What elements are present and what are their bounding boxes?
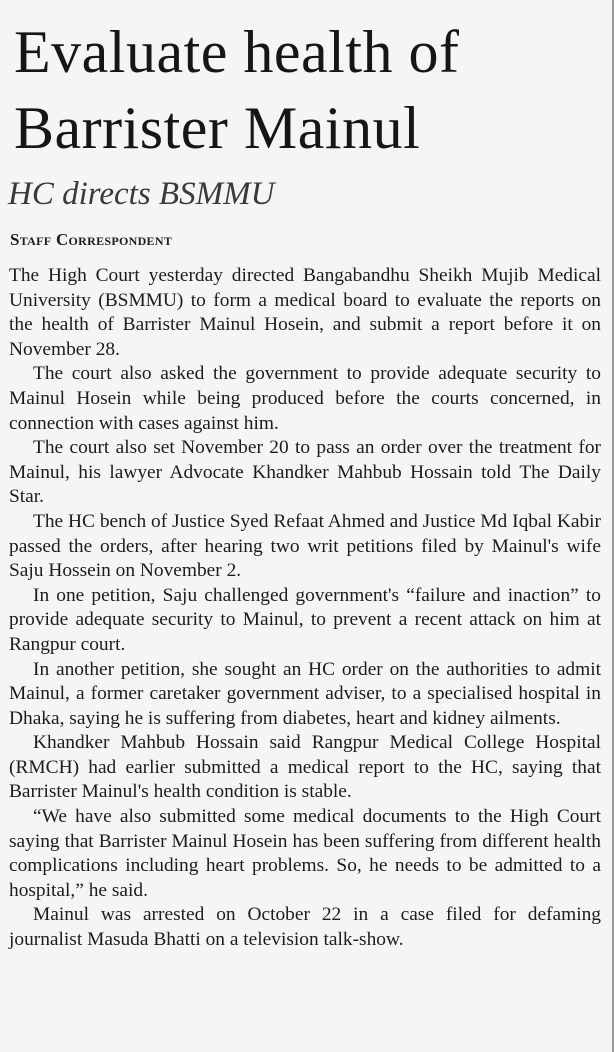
paragraph: The court also set November 20 to pass an order over the treatment for Mainul, his lawyer Advocate Khandker Mahbub Hossain told The Daily Star.	[9, 437, 601, 508]
paragraph: “We have also submitted some medical documents to the High Court saying that Barrister Mainul Hosein has been suffering from different health complications including heart problems. So, he needs to be admitted to a hospital,” he said.	[9, 806, 601, 901]
article-body	[9, 264, 601, 953]
headline-line-2: Barrister Mainul	[14, 95, 421, 161]
paragraph: In one petition, Saju challenged government's “failure and inaction” to provide adequate security to Mainul, to prevent a recent attack on him at Rangpur court.	[9, 584, 601, 655]
paragraph: In another petition, she sought an HC order on the authorities to admit Mainul, a former caretaker government adviser, to a specialised hospital in Dhaka, saying he is suffering from diabetes, heart and kidney ailments.	[9, 658, 601, 729]
headline	[14, 14, 604, 166]
paragraph: The court also asked the government to provide adequate security to Mainul Hosein while being produced before the courts concerned, in connection with cases against him.	[9, 363, 601, 434]
paragraph: The High Court yesterday directed Bangabandhu Sheikh Mujib Medical University (BSMMU) to form a medical board to evaluate the reports on the health of Barrister Mainul Hosein, and submit a report before it on November 28.	[9, 265, 601, 360]
paragraph: Mainul was arrested on October 22 in a case filed for defaming journalist Masuda Bhatti on a television talk-show.	[9, 904, 601, 951]
paragraph: Khandker Mahbub Hossain said Rangpur Medical College Hospital (RMCH) had earlier submitted a medical report to the HC, saying that Barrister Mainul's health condition is stable.	[9, 732, 601, 803]
paragraph: The HC bench of Justice Syed Refaat Ahmed and Justice Md Iqbal Kabir passed the orders, after hearing two writ petitions filed by Mainul's wife Saju Hossein on November 2.	[9, 510, 601, 582]
byline: Staff Correspondent	[10, 230, 173, 249]
headline-line-1: Evaluate health of	[14, 19, 460, 85]
kicker-subheadline: HC directs BSMMU	[8, 176, 275, 212]
